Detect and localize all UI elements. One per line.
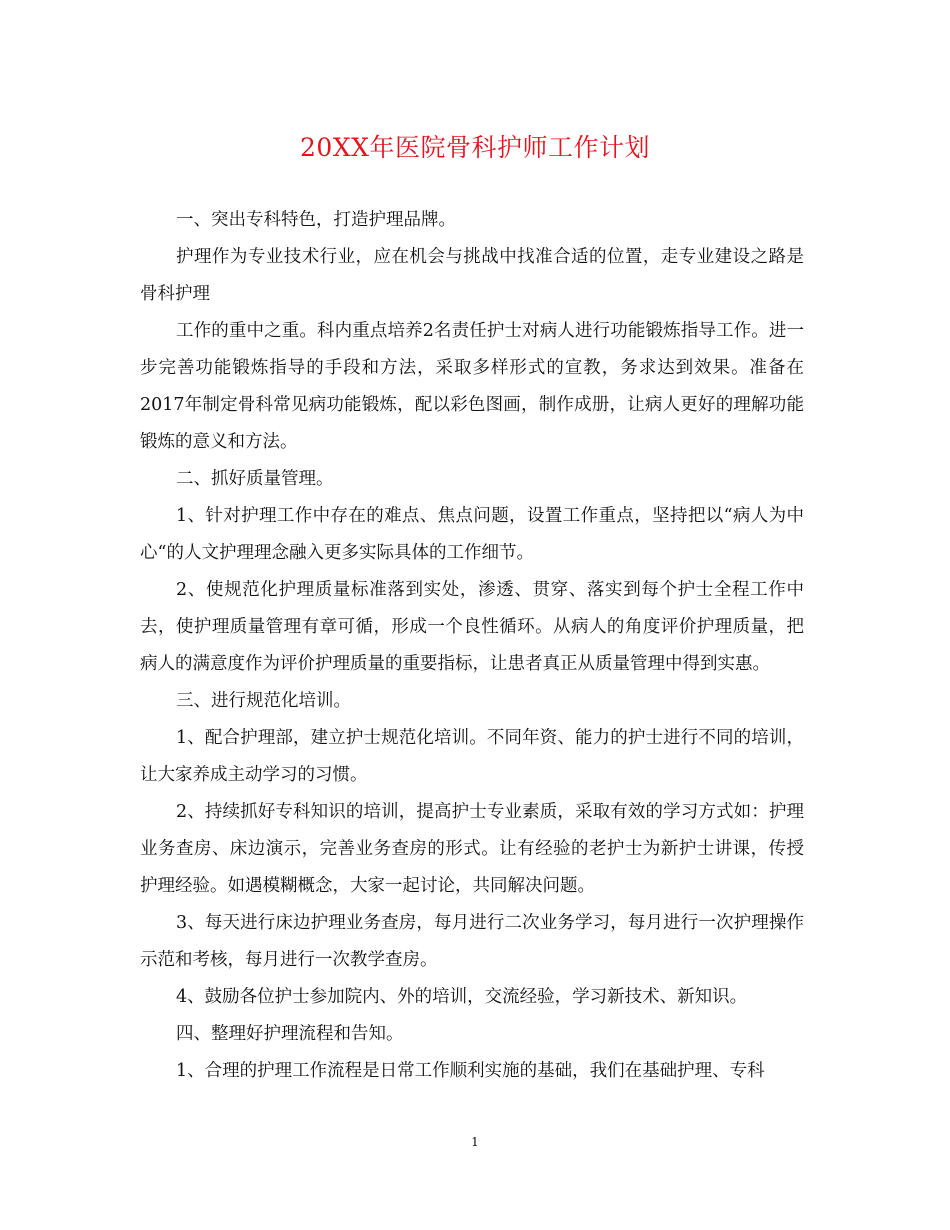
list-item: 1、针对护理工作中存在的难点、焦点问题，设置工作重点，坚持把以“病人为中心“的人文护理理念融入更多实际具体的工作细节。 — [140, 506, 804, 563]
section-heading-1: 一、突出专科特色，打造护理品牌。 — [176, 210, 456, 230]
section-heading-2: 二、抓好质量管理。 — [176, 469, 334, 489]
list-item: 1、合理的护理工作流程是日常工作顺利实施的基础，我们在基础护理、专科 — [176, 1061, 765, 1081]
document-title: 20XX年医院骨科护师工作计划 — [300, 133, 650, 162]
section-heading-4: 四、整理好护理流程和告知。 — [176, 1024, 404, 1044]
list-item: 4、鼓励各位护士参加院内、外的培训，交流经验，学习新技术、新知识。 — [176, 987, 748, 1007]
document-body — [140, 202, 804, 1090]
list-item: 1、配合护理部，建立护士规范化培训。不同年资、能力的护士进行不同的培训，让大家养成主动学习的习惯。 — [140, 728, 804, 785]
list-item: 3、每天进行床边护理业务查房，每月进行二次业务学习，每月进行一次护理操作示范和考核，每月进行一次教学查房。 — [140, 913, 804, 970]
paragraph: 护理作为专业技术行业，应在机会与挑战中找准合适的位置，走专业建设之路是骨科护理 — [140, 247, 804, 304]
list-item: 2、使规范化护理质量标准落到实处，渗透、贯穿、落实到每个护士全程工作中去，使护理质量管理有章可循，形成一个良性循环。从病人的角度评价护理质量，把病人的满意度作为评价护理质量的重要指标，让患者真正从质量管理中得到实惠。 — [140, 580, 804, 674]
page-number: 1 — [471, 1135, 479, 1149]
list-item: 2、持续抓好专科知识的培训，提高护士专业素质，采取有效的学习方式如：护理业务查房、床边演示，完善业务查房的形式。让有经验的老护士为新护士讲课，传授护理经验。如遇模糊概念，大家一起讨论，共同解决问题。 — [140, 802, 804, 896]
paragraph: 工作的重中之重。科内重点培养2名责任护士对病人进行功能锻炼指导工作。进一步完善功能锻炼指导的手段和方法，采取多样形式的宣教，务求达到效果。准备在2017年制定骨科常见病功能锻炼，配以彩色图画，制作成册，让病人更好的理解功能锻炼的意义和方法。 — [140, 321, 804, 452]
section-heading-3: 三、进行规范化培训。 — [176, 691, 351, 711]
